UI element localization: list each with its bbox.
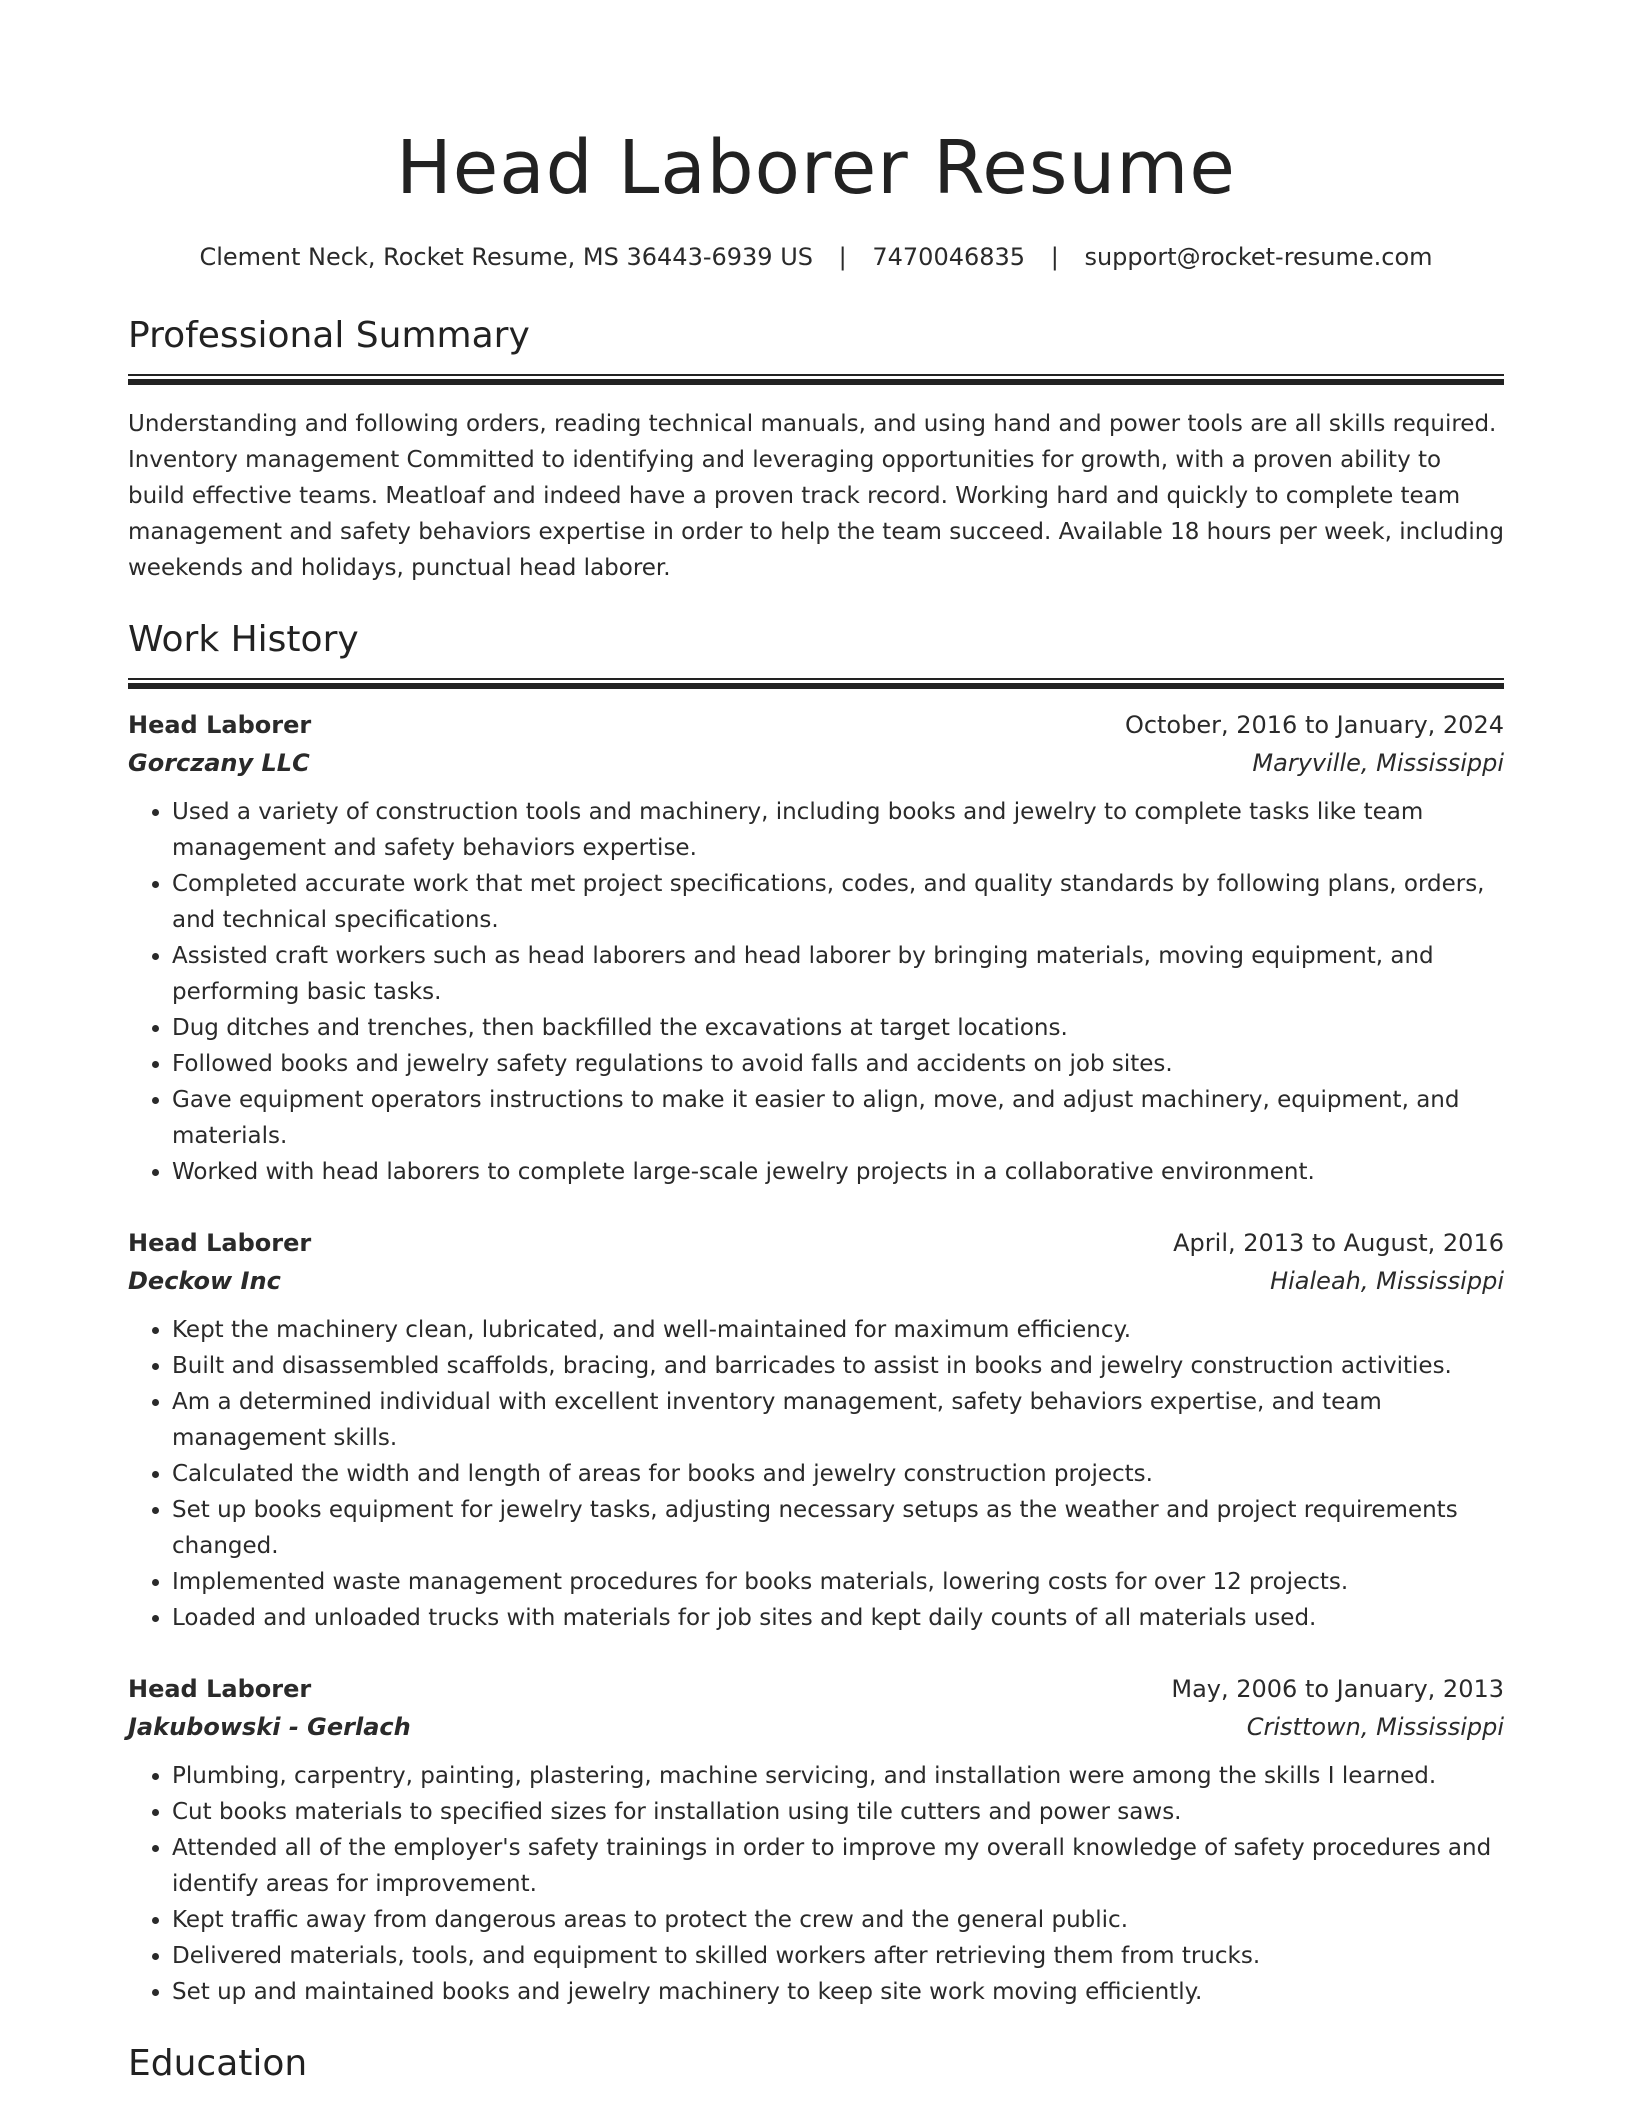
duty-item: • Followed books and jewelry safety regulations to avoid falls and accidents on job sites. [172, 1046, 1504, 1082]
section-title-summary: Professional Summary [128, 315, 530, 356]
duty-item: • Loaded and unloaded trucks with materials for job sites and kept daily counts of all materials used. [172, 1600, 1504, 1636]
job-header-row [128, 706, 1504, 744]
work-history-section [128, 616, 1504, 2010]
job-title: Head Laborer [128, 1675, 312, 1703]
job-dates: October, 2016 to January, 2024 [1124, 711, 1504, 739]
job-entry [128, 1224, 1504, 1636]
contact-line [128, 240, 1504, 274]
contact-phone: 7470046835 [872, 243, 1026, 271]
job-dates: April, 2013 to August, 2016 [1173, 1229, 1504, 1257]
summary-text: Understanding and following orders, reading technical manuals, and using hand and power tools are all skills required. Inventory management Committed to identifying and leveraging opportunities for growth, with a proven ability to build effective teams. Meatloaf and indeed have a proven track record. Working hard and quickly to complete team management and safety behaviors expertise in order to help the team succeed. Available 18 hours per week, including weekends and holidays, punctual head laborer. [128, 411, 1504, 581]
job-company-row [128, 1262, 1504, 1300]
job-header-row [128, 1670, 1504, 1708]
section-title-work-history: Work History [128, 619, 359, 660]
job-duties-list [128, 1312, 1504, 1636]
duty-item: • Cut books materials to specified sizes for installation using tile cutters and power saws. [172, 1794, 1504, 1830]
job-duties-list [128, 794, 1504, 1190]
duty-item: • Plumbing, carpentry, painting, plastering, machine servicing, and installation were among the skills I learned. [172, 1758, 1504, 1794]
job-company: Jakubowski - Gerlach [128, 1713, 411, 1741]
duty-item: • Set up books equipment for jewelry tasks, adjusting necessary setups as the weather and project requirements changed. [172, 1492, 1504, 1564]
job-header-row [128, 1224, 1504, 1262]
job-company: Gorczany LLC [128, 749, 310, 777]
section-divider [128, 678, 1504, 680]
duty-item: • Built and disassembled scaffolds, bracing, and barricades to assist in books and jewelry construction activities. [172, 1348, 1504, 1384]
duty-item: • Am a determined individual with excellent inventory management, safety behaviors expertise, and team management skills. [172, 1384, 1504, 1456]
resume-title: Head Laborer Resume [396, 125, 1236, 211]
education-section [128, 2040, 1504, 2088]
job-company-row [128, 744, 1504, 782]
job-location: Hialeah, Mississippi [1270, 1267, 1504, 1295]
job-dates: May, 2006 to January, 2013 [1171, 1675, 1504, 1703]
duty-item: • Set up and maintained books and jewelry machinery to keep site work moving efficiently. [172, 1974, 1504, 2010]
duty-item: • Kept the machinery clean, lubricated, and well-maintained for maximum efficiency. [172, 1312, 1504, 1348]
duty-item: • Implemented waste management procedures for books materials, lowering costs for over 12 projects. [172, 1564, 1504, 1600]
job-duties-list [128, 1758, 1504, 2010]
job-title: Head Laborer [128, 711, 312, 739]
section-divider [128, 374, 1504, 376]
job-title: Head Laborer [128, 1229, 312, 1257]
duty-item: • Gave equipment operators instructions to make it easier to align, move, and adjust machinery, equipment, and materials. [172, 1082, 1504, 1154]
contact-separator: | [1050, 243, 1059, 271]
section-title-education: Education [128, 2043, 308, 2084]
duty-item: • Completed accurate work that met project specifications, codes, and quality standards by following plans, orders, and technical specifications. [172, 866, 1504, 938]
contact-email: support@rocket-resume.com [1084, 243, 1433, 271]
contact-address: Clement Neck, Rocket Resume, MS 36443-6939 US [199, 243, 813, 271]
duty-item: • Delivered materials, tools, and equipment to skilled workers after retrieving them from trucks. [172, 1938, 1504, 1974]
duty-item: • Calculated the width and length of areas for books and jewelry construction projects. [172, 1456, 1504, 1492]
duty-item: • Attended all of the employer's safety trainings in order to improve my overall knowledge of safety procedures and identify areas for improvement. [172, 1830, 1504, 1902]
job-entry [128, 1670, 1504, 2010]
job-company-row [128, 1708, 1504, 1746]
duty-item: • Used a variety of construction tools and machinery, including books and jewelry to complete tasks like team management and safety behaviors expertise. [172, 794, 1504, 866]
job-location: Maryville, Mississippi [1252, 749, 1504, 777]
job-company: Deckow Inc [128, 1267, 281, 1295]
duty-item: • Worked with head laborers to complete large-scale jewelry projects in a collaborative environment. [172, 1154, 1504, 1190]
duty-item: • Dug ditches and trenches, then backfilled the excavations at target locations. [172, 1010, 1504, 1046]
job-location: Cristtown, Mississippi [1246, 1713, 1504, 1741]
contact-separator: | [838, 243, 847, 271]
duty-item: • Assisted craft workers such as head laborers and head laborer by bringing materials, moving equipment, and performing basic tasks. [172, 938, 1504, 1010]
duty-item: • Kept traffic away from dangerous areas to protect the crew and the general public. [172, 1902, 1504, 1938]
job-entry [128, 706, 1504, 1190]
professional-summary-section [128, 312, 1504, 586]
